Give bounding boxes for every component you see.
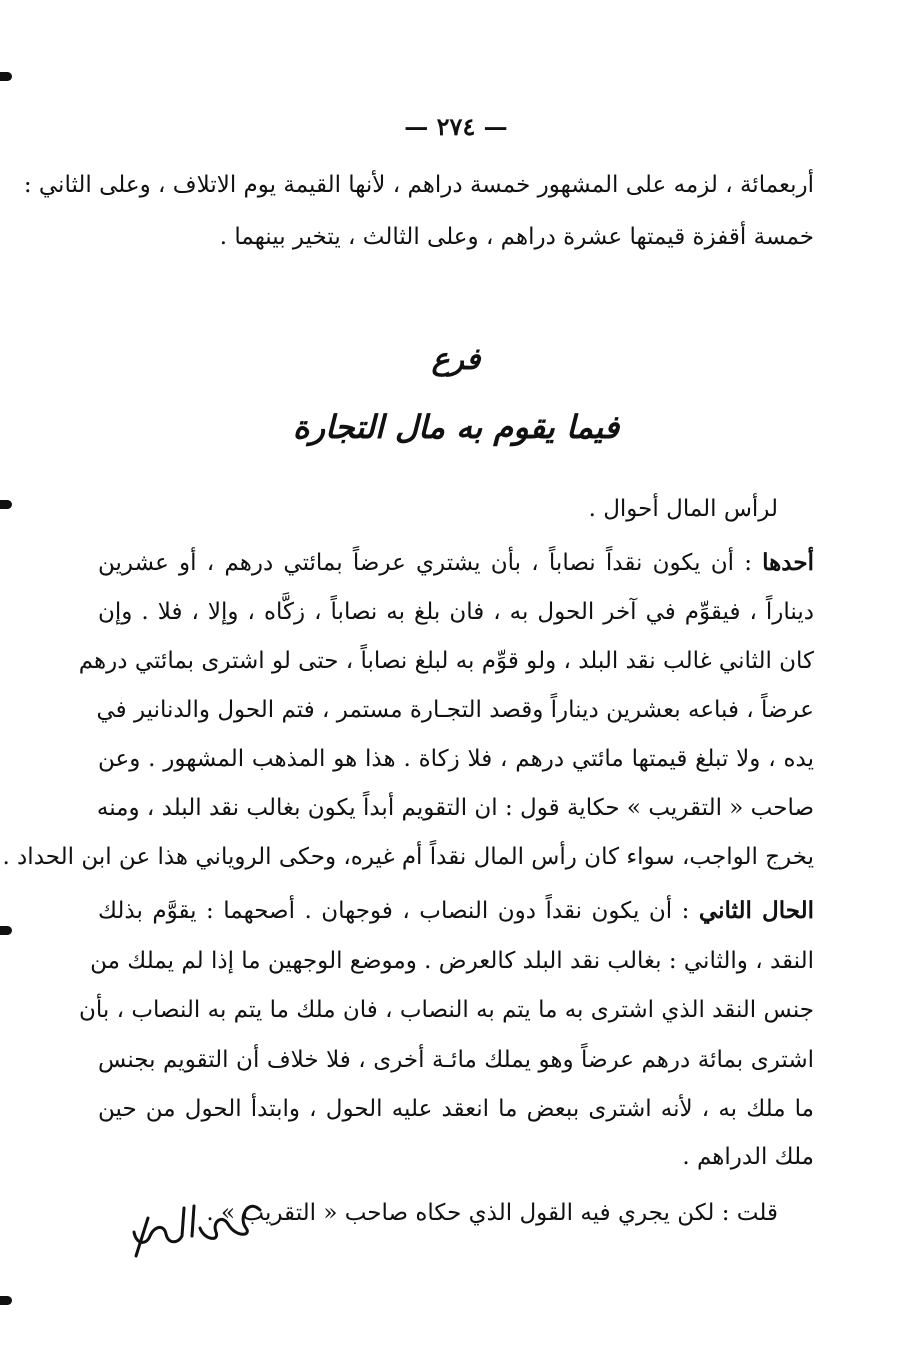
paragraph-line: النقد ، والثاني : بغالب نقد البلد كالعرض . وموضع الوجهين ما إذا لم يملك من [90, 948, 814, 974]
paragraph-line: عرضاً ، فباعه بعشرين ديناراً وقصد التجـارة مستمر ، فتم الحول والدنانير في [96, 697, 814, 723]
paragraph-line: ما ملك به ، لأنه اشترى ببعض ما انعقد عليه الحول ، وابتدأ الحول من حين [98, 1096, 814, 1122]
paragraph-lead: الحال الثاني [698, 897, 815, 924]
paragraph-line: يده ، ولا تبلغ قيمتها مائتي درهم ، فلا زكاة . هذا هو المذهب المشهور . وعن [98, 746, 814, 772]
opening-line: لرأس المال أحوال . [588, 496, 778, 522]
section-subtitle: فيما يقوم به مال التجارة [292, 408, 620, 446]
margin-mark [0, 1296, 12, 1305]
margin-mark [0, 72, 12, 81]
paragraph-line: صاحب « التقريب » حكاية قول : ان التقويم أبداً يكون بغالب نقد البلد ، ومنه [96, 795, 814, 821]
handwritten-signature [128, 1188, 268, 1258]
paragraph-text: : أن يكون نقداً دون النصاب ، فوجهان . أصحهما : يقوَّم بذلك [98, 898, 699, 924]
margin-mark [0, 500, 12, 509]
paragraph-line: يخرج الواجب، سواء كان رأس المال نقداً أم غيره، وحكى الروياني هذا عن ابن الحداد . [2, 844, 814, 870]
paragraph-line [98, 894, 814, 928]
paragraph-lead: أحدها [762, 549, 814, 576]
paragraph-line: كان الثاني غالب نقد البلد ، ولو قوِّم به لبلغ نصاباً ، حتى لو اشترى بمائتي درهم [78, 648, 814, 674]
margin-mark [0, 926, 12, 935]
paragraph-text: : أن يكون نقداً نصاباً ، بأن يشتري عرضاً بمائتي درهم ، أو عشرين [98, 550, 763, 576]
paragraph-line: ديناراً ، فيقوِّم في آخر الحول به ، فان بلغ به نصاباً ، زكَّاه ، وإلا ، فلا . وإن [98, 599, 814, 625]
paragraph-line [98, 546, 814, 580]
intro-line: خمسة أقفزة قيمتها عشرة دراهم ، وعلى الثالث ، يتخير بينهما . [219, 224, 814, 250]
section-title: فرع [431, 342, 481, 377]
intro-line: أربعمائة ، لزمه على المشهور خمسة دراهم ، لأنها القيمة يوم الاتلاف ، وعلى الثاني : [23, 172, 814, 198]
page-number: — ٢٧٤ — [404, 112, 508, 141]
paragraph-line: ملك الدراهم . [682, 1144, 814, 1170]
paragraph-line: اشترى بمائة درهم عرضاً وهو يملك مائـة أخرى ، فلا خلاف أن التقويم بجنس [98, 1047, 814, 1073]
closing-line: قلت : لكن يجري فيه القول الذي حكاه صاحب « التقريب » . [206, 1200, 778, 1226]
paragraph-line: جنس النقد الذي اشترى به ما يتم به النصاب ، فان ملك ما يتم به النصاب ، بأن [79, 997, 814, 1023]
